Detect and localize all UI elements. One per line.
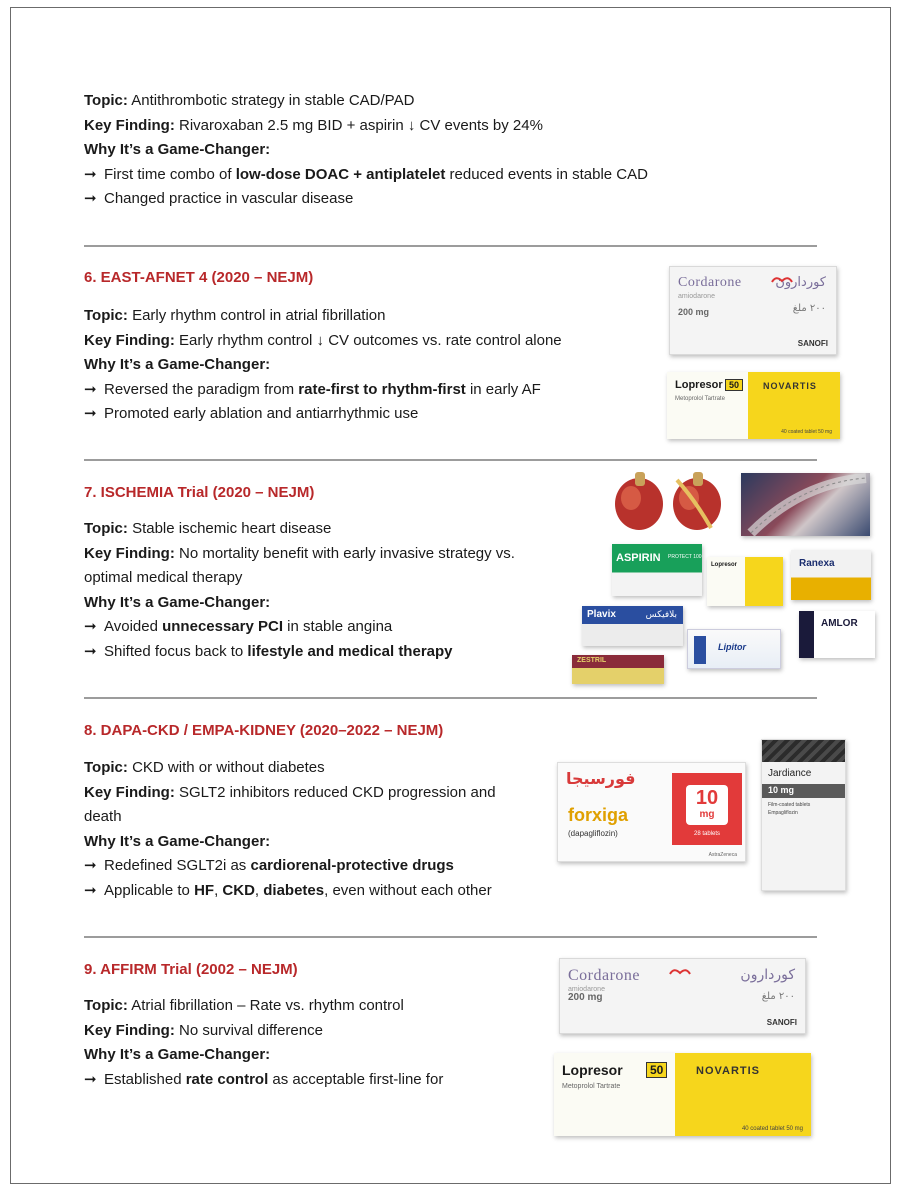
generic-text: (dapagliflozin) [568,829,618,838]
bullet-text: in early AF [465,380,541,398]
finding-line [84,542,515,567]
topic-text: CKD with or without diabetes [132,759,325,776]
brand-text: Ranexa [799,558,835,569]
strength-badge: 50 [646,1062,667,1078]
section-divider [84,459,817,461]
arrow-icon: ➞ [84,857,97,874]
why-label: Why It’s a Game-Changer: [84,593,271,611]
finding-text: No survival difference [179,1021,323,1039]
why-label: Why It’s a Game-Changer: [84,832,271,850]
section-6 [84,269,313,286]
finding-text: Early rhythm control ↓ CV outcomes vs. rate control alone [179,331,562,349]
section-heading: 6. EAST-AFNET 4 (2020 – NEJM) [84,269,314,286]
topic-text: Antithrombotic strategy in stable CAD/PAD [131,92,415,109]
brand-text: Lopresor [675,379,723,391]
dose-panel [672,773,742,845]
bullet-text: Established [104,1070,186,1088]
finding-text: SGLT2 inhibitors reduced CKD progression and [179,783,496,801]
finding-label: Key Finding: [84,116,175,134]
why-label: Why It’s a Game-Changer: [84,356,271,373]
arrow-icon: ➞ [84,405,97,422]
generic-text: amiodarone [568,986,605,993]
bullet-bold: cardiorenal-protective drugs [250,857,454,874]
bullet-bold: HF [194,881,215,899]
finding-text: death [84,808,122,825]
bullet-bold: diabetes [263,881,325,899]
section-8-body [84,756,496,903]
lopresor-box-image [667,372,840,439]
bullet-text: , [214,881,223,899]
maker-text: SANOFI [766,1018,797,1027]
section-9 [84,961,298,978]
topic-label: Topic: [84,997,128,1014]
brand-text: ZESTRIL [577,657,607,664]
bullet [84,615,515,640]
arrow-icon: ➞ [84,618,97,635]
lopresor-small-image [707,557,783,606]
topic-line [84,89,648,114]
arrow-icon: ➞ [84,642,97,660]
dose-text: 200 mg [678,307,710,317]
finding-label: Key Finding: [84,1021,175,1039]
finding-label: Key Finding: [84,331,175,349]
stent-image [741,473,870,536]
bullet [84,402,562,427]
topic-line [84,994,443,1019]
bullet [84,187,648,212]
topic-label: Topic: [84,759,128,776]
bullet-bold: lifestyle and medical therapy [247,642,453,660]
brand-text: ASPIRIN [616,552,661,564]
section-6-body [84,304,562,427]
arabic-dose-text: ٢٠٠ ملغ [792,303,826,314]
arabic-brand-text: كوردارون [740,967,795,983]
finding-line [84,781,496,806]
bullet-text: Applicable to [104,881,195,899]
finding-text: optimal medical therapy [84,569,243,586]
arrow-icon: ➞ [84,190,97,207]
section-heading: 7. ISCHEMIA Trial (2020 – NEJM) [84,484,315,501]
brand-text: Cordarone [568,967,641,984]
arrow-icon: ➞ [84,881,97,899]
topic-text: Atrial fibrillation – Rate vs. rhythm control [131,997,404,1014]
strength-badge: 50 [725,379,743,391]
arrow-icon: ➞ [84,1070,97,1088]
bullet-bold: low-dose DOAC [235,165,350,183]
stent-icon [741,473,870,536]
dose-badge [686,785,728,825]
bullet [84,163,648,188]
unit-text: mg [699,809,715,820]
bullet-bold: CKD [222,881,255,899]
forxiga-box-image [557,762,746,862]
section-8 [84,722,443,739]
topic-label: Topic: [84,92,128,109]
bullet-bold: unnecessary PCI [162,618,284,635]
count-text: 28 tablets [693,831,721,837]
brand-text: Lipitor [718,642,746,652]
bullet-bold: + [349,165,367,183]
arabic-brand-text: بلافيكس [645,609,677,619]
cordarone-box-image [669,266,837,355]
section-7-body [84,517,515,664]
foot-text: 40 coated tablet 50 mg [741,1126,803,1132]
bullet-text: in stable angina [283,618,393,635]
brand-text: Lopresor [562,1062,623,1078]
jardiance-box-image [761,739,846,891]
lipitor-box-image [687,629,781,669]
amlor-box-image [799,611,875,658]
bullet-text: First time combo of [104,165,236,183]
generic-text: amiodarone [678,293,715,300]
arrow-icon: ➞ [84,165,97,183]
bullet-text: , even without each other [324,881,492,899]
finding-label: Key Finding: [84,783,175,801]
finding-label: Key Finding: [84,544,175,562]
brand-text: Jardiance [768,768,812,779]
cordarone-box-image [559,958,806,1034]
section-divider [84,245,817,247]
topic-line [84,517,515,542]
brand-text: Lopresor [711,562,738,568]
box-pattern [762,740,845,762]
bullet-text: as acceptable first-line for [268,1070,444,1088]
section-divider [84,936,817,938]
brand-text: Plavix [587,609,616,620]
dose-text: 200 mg [568,992,603,1003]
bullet-text: , [254,881,264,899]
zestril-box-image [572,655,664,684]
sub-text: Film-coated tablets [768,802,811,808]
brand-text: Cordarone [678,275,742,290]
bullet [84,879,496,904]
why-label: Why It’s a Game-Changer: [84,141,271,158]
topic-label: Topic: [84,307,128,324]
foot-text: 40 coated tablet 50 mg [781,429,832,435]
topic-text: Early rhythm control in atrial fibrillation [132,307,386,324]
generic-text: Metoprolol Tartrate [675,396,725,402]
generic-text: Metoprolol Tartrate [562,1083,621,1090]
bullet-bold: antiplatelet [366,165,446,183]
brand-text: forxiga [568,805,629,825]
aspirin-box-image [612,544,702,596]
bullet [84,378,562,403]
ranexa-box-image [791,550,871,600]
arrow-icon: ➞ [84,380,97,398]
maker-text: SANOFI [797,339,828,348]
topic-line [84,756,496,781]
maker-text: NOVARTIS [763,381,817,391]
bullet-text: Redefined SGLT2i as [104,857,251,874]
lopresor-box-image [554,1053,811,1136]
topic-text: Stable ischemic heart disease [132,520,332,537]
why-label: Why It’s a Game-Changer: [84,1046,271,1063]
bullet-text: Shifted focus back to [104,642,248,660]
finding-text: No mortality benefit with early invasive strategy vs. [179,544,515,562]
finding-line [84,114,648,139]
topic-line [84,304,562,329]
bullet [84,1068,443,1093]
bullet [84,640,515,665]
section-divider [84,697,817,699]
bullet-bold: rate control [185,1070,269,1088]
topic-label: Topic: [84,520,128,537]
finding-line [84,1019,443,1044]
heart-illustration-icon [607,470,732,532]
section-heading: 8. DAPA-CKD / EMPA-KIDNEY (2020–2022 – NEJM) [84,722,444,739]
arabic-brand-text: كوردارون [775,275,826,290]
sub-text: PROTECT 100 [668,554,702,560]
arabic-dose-text: ٢٠٠ ملغ [761,991,795,1002]
dose-text: 10 mg [768,785,795,795]
section-5 [84,89,648,212]
finding-text: Rivaroxaban 2.5 mg BID + aspirin ↓ CV events by 24% [179,116,543,134]
bullet-bold: rate-first to rhythm-first [298,380,466,398]
bullet-text: reduced events in stable CAD [445,165,648,183]
heart-logo-icon [668,967,692,981]
brand-text: AMLOR [821,618,858,629]
finding-line [84,329,562,354]
box-stripe [694,636,706,664]
maker-text: NOVARTIS [696,1065,761,1077]
plavix-box-image [582,606,683,646]
arabic-brand-text: فورسيجا [566,769,636,788]
maker-text: AstraZeneca [708,852,737,858]
bullet-text: Promoted early ablation and antiarrhythmic use [104,405,419,422]
bullet [84,854,496,879]
bullet-text: Reversed the paradigm from [104,380,299,398]
generic-text: Empagliflozin [768,810,798,816]
bullet-text: Changed practice in vascular disease [104,190,354,207]
section-7 [84,484,314,501]
bullet-text: Avoided [104,618,163,635]
dose-text: 10 [695,787,719,809]
section-heading: 9. AFFIRM Trial (2002 – NEJM) [84,961,298,978]
section-9-body [84,994,443,1092]
